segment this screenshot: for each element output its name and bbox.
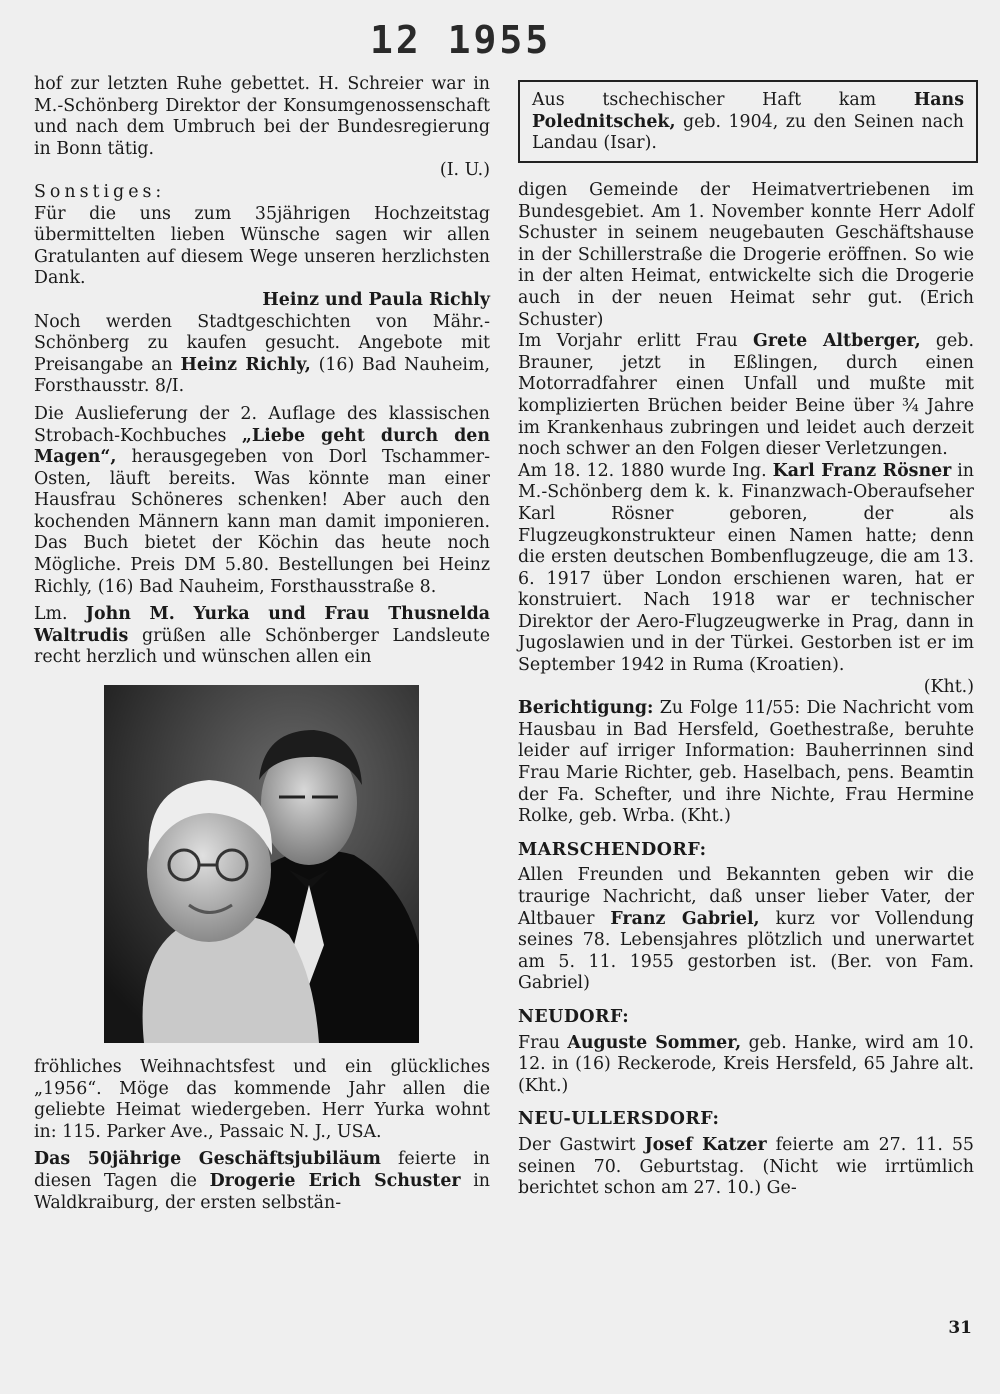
text: geb. Hanke, wird am 10. 12. in (16) Reckerode, Kreis Hersfeld, 65 Jahre alt. (Kht.) xyxy=(518,1032,974,1096)
section-heading-neu-ullersdorf: NEU-ULLERSDORF: xyxy=(518,1109,720,1130)
text: geb. 1904, zu den Seinen nach Landau (Isar). xyxy=(532,111,964,154)
paragraph-roesner xyxy=(518,461,974,677)
paragraph-thanks: Für die uns zum 35jährigen Hochzeitstag übermittelten lieben Wünsche sagen wir allen Gratulanten auf diesem Wege unseren herzlichsten Dank. xyxy=(34,203,490,289)
couple-photo xyxy=(104,685,419,1043)
bold-name: Auguste Sommer, xyxy=(567,1032,742,1053)
text: (16) Bad Nauheim, Forsthausstr. 8/I. xyxy=(34,354,490,397)
paragraph-schreier: hof zur letzten Ruhe gebettet. H. Schreier war in M.-Schönberg Direktor der Konsumgenossenschaft und nach dem Umbruch bei der Bundesregierung in Bonn tätig. xyxy=(34,74,490,159)
page-number: 31 xyxy=(948,1318,972,1338)
signature-iu: (I. U.) xyxy=(439,160,490,181)
boxed-notice xyxy=(518,80,978,163)
paragraph-kochbuch xyxy=(34,404,490,598)
bold-name: Hans Polednitschek, xyxy=(532,90,964,132)
bold-label: Berichtigung: xyxy=(518,698,654,719)
text: Frau xyxy=(518,1032,568,1053)
text: Noch werden Stadtgeschichten von Mähr.-Schönberg zu kaufen gesucht. Angebote mit Preisangabe an xyxy=(34,311,490,375)
bold-name: Grete Altberger, xyxy=(753,331,921,352)
paragraph-katzer xyxy=(518,1135,974,1200)
paragraph-jubilaeum xyxy=(34,1149,490,1214)
signature-kht: (Kht.) xyxy=(923,676,974,697)
section-heading-neudorf: NEUDORF: xyxy=(518,1006,630,1027)
paragraph-drogerie: digen Gemeinde der Heimatvertriebenen im Bundesgebiet. Am 1. November konnte Herr Adolf Schuster in seinem neugebauten Geschäftshause in der Schillerstraße die Drogerie eröffnen. So wie in der alten Heimat, entwickelte sich die Drogerie auch in der neuen Heimat sehr gut. (Erich Schuster) xyxy=(518,180,974,330)
text: Allen Freunden und Bekannten geben wir die traurige Nachricht, daß unser lieber Vater, der Altbauer xyxy=(518,865,974,929)
section-heading-sonstiges: Sonstiges: xyxy=(34,181,166,202)
signature-richly-text: Heinz und Paula Richly xyxy=(262,289,490,310)
bold-name: Karl Franz Rösner xyxy=(772,460,952,481)
text: in Waldkraiburg, der ersten selbstän- xyxy=(34,1171,490,1213)
right-column xyxy=(518,180,974,1206)
paragraph-berichtigung xyxy=(518,698,974,828)
text: Zu Folge 11/55: Die Nachricht vom Hausbau in Bad Hersfeld, Goethestraße, beruhte leider auf irriger Information: Bauherrinnen sind Frau Marie Richter, geb. Haselbach, pens. Beamtin der Fa. Schefter, und ihre Nichte, Frau Hermine Rolke, geb. Wrba. (Kht.) xyxy=(518,698,974,827)
paragraph-stadtgeschichten xyxy=(34,312,490,398)
text: Lm. xyxy=(34,604,86,625)
text: Am 18. 12. 1880 wurde Ing. xyxy=(518,460,773,481)
bold-name: Josef Katzer xyxy=(644,1134,767,1155)
left-column xyxy=(34,74,490,1214)
signature-richly xyxy=(34,290,490,312)
text: geb. Brauner, jetzt in Eßlingen, durch einen Motorradfahrer einen Unfall und mußte mit komplizierten Brüchen beider Beine über ¾ Jahre im Krankenhaus zubringen und leidet auch derzeit noch schwer an den Folgen dieser Verletzungen. xyxy=(518,331,974,460)
section-heading-marschendorf: MARSCHENDORF: xyxy=(518,839,707,860)
text: in M.-Schönberg dem k. k. Finanzwach-Oberaufseher Karl Rösner geboren, der als Flugzeugkonstrukteur einen Namen hatte; denn die ersten deutschen Bombenflugzeuge, die am 13. 6. 1917 über London erschienen waren, hat er konstruiert. Nach 1918 war er technischer Direktor der Aero-Flugzeugwerke in Prag, dann in Jugoslawien und in der Türkei. Gestorben ist er im September 1942 in Ruma (Kroatien). xyxy=(518,460,974,676)
text: kurz vor Vollendung seines 78. Lebensjahres plötzlich und unerwartet am 5. 11. 1955 gestorben ist. (Ber. von Fam. Gabriel) xyxy=(518,908,975,994)
text: feierte in diesen Tagen die xyxy=(34,1149,490,1191)
paragraph-weihnachten: fröhliches Weihnachtsfest und ein glückliches „1956“. Möge das kommende Jahr allen die geliebte Heimat wiedergeben. Herr Yurka wohnt in: 115. Parker Ave., Passaic N. J., USA. xyxy=(34,1057,490,1142)
text: Die Auslieferung der 2. Auflage des klassischen Strobach-Kochbuches xyxy=(34,403,490,446)
bold-title: Das 50jährige Geschäftsjubiläum xyxy=(34,1149,381,1170)
bold-name: John M. Yurka und Frau Thusnelda Waltrudis xyxy=(34,604,490,646)
bold-name: Drogerie Erich Schuster xyxy=(209,1171,461,1191)
text: Der Gastwirt xyxy=(518,1134,645,1155)
book-title: „Liebe geht durch den Magen“, xyxy=(34,425,490,468)
paragraph-yurka xyxy=(34,604,490,669)
text: Im Vorjahr erlitt Frau xyxy=(518,331,753,352)
text: feierte am 27. 11. 55 seinen 70. Geburtstag. (Nicht wie irrtümlich berichtet schon am 27. 10.) Ge- xyxy=(518,1134,974,1199)
bold-name: Franz Gabriel, xyxy=(610,908,760,929)
text: herausgegeben von Dorl Tschammer-Osten, läuft bereits. Was könnte man einer Hausfrau Schöneres schenken! Aber auch den kochenden Männern kann man damit imponieren. Das Buch bietet der Köchin das heute noch Mögliche. Preis DM 5.80. Bestellungen bei Heinz Richly, (16) Bad Nauheim, Forsthausstraße 8. xyxy=(34,447,490,597)
bold-name: Heinz Richly, xyxy=(180,354,311,375)
text: Aus tschechischer Haft kam xyxy=(532,90,914,110)
text: grüßen alle Schönberger Landsleute recht herzlich und wünschen allen ein xyxy=(34,625,490,668)
paragraph-altberger xyxy=(518,331,974,461)
paragraph-gabriel xyxy=(518,865,974,995)
date-stamp: 12 1955 xyxy=(370,18,552,62)
paragraph-sommer xyxy=(518,1033,974,1098)
